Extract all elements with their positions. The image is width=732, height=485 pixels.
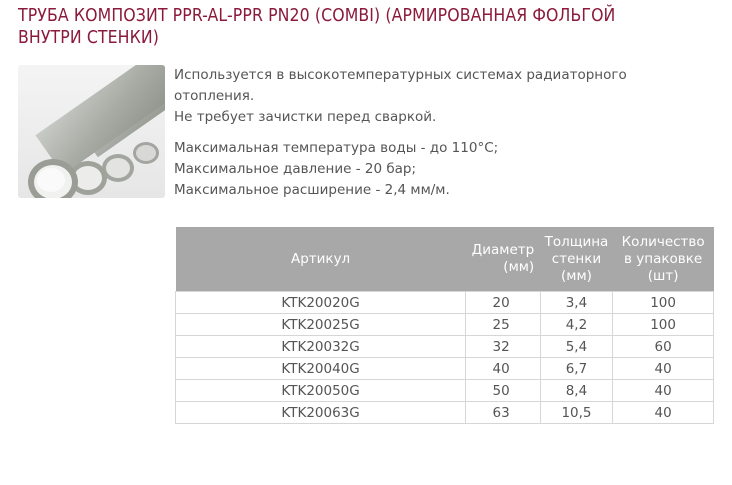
product-photo <box>18 65 165 198</box>
table-row <box>176 402 714 424</box>
cell-article: KTK20025G <box>176 314 466 336</box>
table-header-row <box>176 227 714 292</box>
page-title <box>18 5 718 49</box>
header-quantity: Количество в упаковке (шт) <box>613 227 714 292</box>
header-wall-thickness: Толщина стенки (мм) <box>540 227 613 292</box>
cell-wall-thickness: 10,5 <box>540 402 613 424</box>
description-line: Не требует зачистки перед сваркой. <box>174 109 437 125</box>
cell-quantity: 60 <box>613 336 714 358</box>
description-line: Используется в высокотемпературных системах радиаторного <box>174 67 627 83</box>
product-description <box>174 65 714 201</box>
cell-diameter: 32 <box>466 336 541 358</box>
table-row <box>176 292 714 314</box>
pipe-image <box>18 65 165 198</box>
table-row <box>176 336 714 358</box>
table-row <box>176 314 714 336</box>
header-diameter: Диаметр (мм) <box>466 227 541 292</box>
header-article: Артикул <box>176 227 466 292</box>
cell-wall-thickness: 3,4 <box>540 292 613 314</box>
cell-diameter: 20 <box>466 292 541 314</box>
cell-article: KTK20050G <box>176 380 466 402</box>
description-line: отопления. <box>174 88 255 104</box>
cell-diameter: 63 <box>466 402 541 424</box>
cell-wall-thickness: 6,7 <box>540 358 613 380</box>
cell-diameter: 25 <box>466 314 541 336</box>
product-table <box>175 227 714 424</box>
spec-max-pressure: Максимальное давление - 20 бар; <box>174 161 417 177</box>
cell-quantity: 100 <box>613 314 714 336</box>
cell-wall-thickness: 5,4 <box>540 336 613 358</box>
table-row <box>176 358 714 380</box>
cell-article: KTK20032G <box>176 336 466 358</box>
cell-quantity: 40 <box>613 402 714 424</box>
cell-quantity: 40 <box>613 380 714 402</box>
spec-max-temperature: Максимальная температура воды - до 110°С; <box>174 140 499 156</box>
cell-article: KTK20063G <box>176 402 466 424</box>
cell-quantity: 40 <box>613 358 714 380</box>
table-row <box>176 380 714 402</box>
title-line-1: ТРУБА КОМПОЗИТ PPR-AL-PPR PN20 (COMBI) (АРМИРОВАННАЯ ФОЛЬГОЙ <box>18 6 616 26</box>
cell-quantity: 100 <box>613 292 714 314</box>
title-line-2: ВНУТРИ СТЕНКИ) <box>18 28 160 48</box>
cell-wall-thickness: 4,2 <box>540 314 613 336</box>
cell-article: KTK20040G <box>176 358 466 380</box>
cell-diameter: 40 <box>466 358 541 380</box>
spec-max-expansion: Максимальное расширение - 2,4 мм/м. <box>174 182 450 198</box>
cell-wall-thickness: 8,4 <box>540 380 613 402</box>
cell-article: KTK20020G <box>176 292 466 314</box>
cell-diameter: 50 <box>466 380 541 402</box>
